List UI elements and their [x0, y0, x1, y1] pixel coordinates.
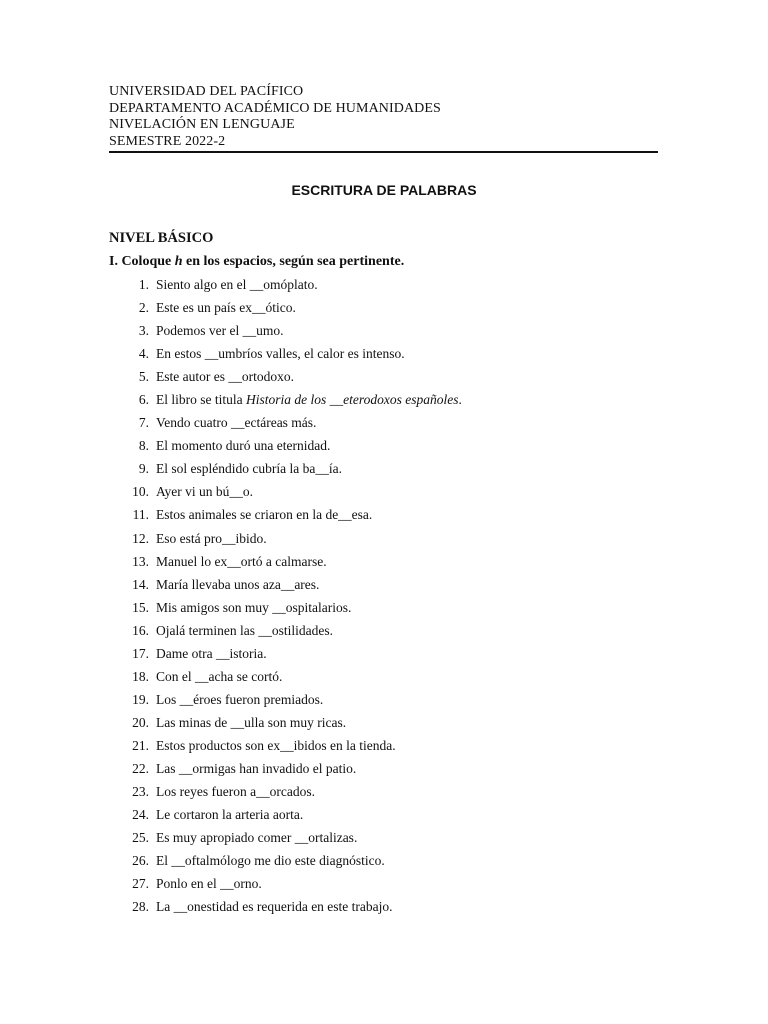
- exercise-sentence: [156, 829, 357, 852]
- exercise-sentence: [156, 645, 267, 668]
- exercise-item: [109, 483, 669, 506]
- sentence-text: Ponlo en el __orno.: [156, 876, 262, 892]
- exercise-number: 2.: [138, 300, 149, 316]
- exercise-number: 24.: [132, 807, 149, 823]
- exercise-item: [109, 322, 669, 345]
- exercise-sentence: [156, 783, 315, 806]
- exercise-item: [109, 852, 669, 875]
- exercise-sentence: [156, 368, 294, 391]
- exercise-number: 5.: [138, 369, 149, 385]
- exercise-sentence: [156, 668, 282, 691]
- exercise-item: [109, 530, 669, 553]
- exercise-number: 28.: [132, 899, 149, 915]
- exercise-item: [109, 875, 669, 898]
- exercise-number: 21.: [132, 737, 149, 753]
- sentence-text: En estos __umbríos valles, el calor es intenso.: [156, 346, 405, 362]
- sentence-text: Las minas de __ulla son muy ricas.: [156, 714, 347, 730]
- exercise-sentence: [156, 714, 346, 737]
- exercise-item: [109, 737, 669, 760]
- exercise-item: [109, 806, 669, 829]
- exercise-number: 15.: [132, 599, 149, 615]
- sentence-text: Con el __acha se cortó.: [156, 668, 283, 684]
- exercise-sentence: [156, 483, 253, 506]
- exercise-number: 22.: [132, 760, 149, 776]
- sentence-text: La __onestidad es requerida en este trabajo.: [156, 899, 393, 915]
- sentence-text: El libro se titula: [156, 392, 246, 408]
- semester: SEMESTRE 2022-2: [109, 133, 226, 149]
- exercise-sentence: [156, 806, 303, 829]
- exercise-instruction: [109, 254, 404, 270]
- exercise-number: 25.: [132, 830, 149, 846]
- exercise-number: 1.: [138, 277, 149, 292]
- exercise-number: 19.: [132, 691, 149, 707]
- exercise-item: [109, 691, 669, 714]
- exercise-sentence: [156, 506, 372, 529]
- exercise-number: 12.: [132, 530, 149, 546]
- exercise-sentence: [156, 760, 356, 783]
- exercise-item: [109, 345, 669, 368]
- sentence-text: Dame otra __istoria.: [156, 645, 267, 661]
- document-header: [109, 84, 658, 153]
- sentence-text: Mis amigos son muy __ospitalarios.: [156, 599, 352, 615]
- sentence-text: Podemos ver el __umo.: [156, 323, 284, 339]
- exercise-sentence: [156, 345, 405, 368]
- sentence-text: Los __éroes fueron premiados.: [156, 691, 324, 707]
- sentence-text: María llevaba unos aza__ares.: [156, 576, 320, 592]
- exercise-item: [109, 391, 669, 414]
- exercise-number: 8.: [138, 438, 149, 454]
- instruction-suffix: en los espacios, según sea pertinente.: [182, 254, 405, 269]
- exercise-number: 4.: [138, 346, 149, 362]
- exercise-item: [109, 553, 669, 576]
- level-heading: NIVEL BÁSICO: [109, 230, 214, 246]
- exercise-number: 18.: [132, 668, 149, 684]
- exercise-sentence: [156, 322, 284, 345]
- exercise-sentence: [156, 852, 385, 875]
- sentence-text: El __oftalmólogo me dio este diagnóstico.: [156, 853, 385, 869]
- sentence-text: Le cortaron la arteria aorta.: [156, 807, 304, 823]
- sentence-text: Ojalá terminen las __ostilidades.: [156, 622, 333, 638]
- exercise-number: 26.: [132, 853, 149, 869]
- exercise-item: [109, 760, 669, 783]
- exercise-sentence: [156, 622, 333, 645]
- exercise-sentence: [156, 276, 318, 299]
- sentence-text: El sol espléndido cubría la ba__ía.: [156, 461, 342, 477]
- exercise-sentence: [156, 875, 262, 898]
- sentence-text: Ayer vi un bú__o.: [156, 484, 253, 500]
- university-name: UNIVERSIDAD DEL PACÍFICO: [109, 84, 304, 99]
- exercise-sentence: [156, 691, 323, 714]
- exercise-sentence: [156, 576, 319, 599]
- exercise-sentence: [156, 530, 267, 553]
- sentence-text: Los reyes fueron a__orcados.: [156, 784, 315, 800]
- exercise-sentence: [156, 437, 330, 460]
- exercise-sentence: [156, 737, 396, 760]
- sentence-end: .: [458, 392, 462, 408]
- exercise-number: 17.: [132, 645, 149, 661]
- sentence-text: Estos animales se criaron en la de__esa.: [156, 507, 373, 523]
- exercise-item: [109, 898, 669, 921]
- exercise-sentence: [156, 299, 296, 322]
- book-title: Historia de los __eterodoxos españoles: [246, 392, 459, 408]
- exercise-number: 10.: [132, 484, 149, 500]
- exercise-item: [109, 506, 669, 529]
- exercise-item: [109, 599, 669, 622]
- exercise-item: [109, 622, 669, 645]
- exercise-sentence: [156, 553, 327, 576]
- course-name: NIVELACIÓN EN LENGUAJE: [109, 117, 295, 132]
- department-name: DEPARTAMENTO ACADÉMICO DE HUMANIDADES: [109, 100, 441, 116]
- sentence-text: Es muy apropiado comer __ortalizas.: [156, 830, 358, 846]
- exercise-item: [109, 783, 669, 806]
- exercise-item: [109, 299, 669, 322]
- exercise-item: [109, 460, 669, 483]
- instruction-prefix: I. Coloque: [109, 254, 175, 269]
- document-title: ESCRITURA DE PALABRAS: [291, 182, 477, 198]
- exercise-item: [109, 714, 669, 737]
- exercise-number: 6.: [138, 392, 149, 408]
- exercise-item: [109, 668, 669, 691]
- sentence-text: Las __ormigas han invadido el patio.: [156, 760, 357, 776]
- exercise-item: [109, 368, 669, 391]
- exercise-sentence: [156, 599, 351, 622]
- sentence-text: Manuel lo ex__ortó a calmarse.: [156, 553, 327, 569]
- sentence-text: Eso está pro__ibido.: [156, 530, 267, 546]
- exercise-sentence: [156, 460, 342, 483]
- sentence-text: El momento duró una eternidad.: [156, 438, 331, 454]
- sentence-text: Vendo cuatro __ectáreas más.: [156, 415, 317, 431]
- sentence-text: Este es un país ex__ótico.: [156, 300, 296, 316]
- instruction-letter: h: [174, 254, 183, 269]
- sentence-text: Este autor es __ortodoxo.: [156, 369, 294, 385]
- exercise-item: [109, 829, 669, 852]
- exercise-item: [109, 576, 669, 599]
- exercise-number: 11.: [132, 507, 149, 523]
- exercise-list: [109, 276, 669, 921]
- exercise-number: 14.: [132, 576, 149, 592]
- sentence-text: Siento algo en el __omóplato.: [156, 277, 318, 292]
- sentence-text: Estos productos son ex__ibidos en la tienda.: [156, 737, 396, 753]
- exercise-item: [109, 437, 669, 460]
- exercise-item: [109, 276, 669, 299]
- exercise-sentence: [156, 414, 316, 437]
- exercise-number: 16.: [132, 622, 149, 638]
- exercise-number: 9.: [138, 461, 149, 477]
- exercise-item: [109, 645, 669, 668]
- exercise-sentence: [156, 898, 393, 921]
- exercise-number: 23.: [132, 784, 149, 800]
- exercise-number: 3.: [138, 323, 149, 339]
- exercise-item: [109, 414, 669, 437]
- exercise-number: 20.: [132, 714, 149, 730]
- exercise-number: 7.: [138, 415, 149, 431]
- exercise-sentence: [156, 391, 462, 414]
- exercise-number: 13.: [132, 553, 149, 569]
- exercise-number: 27.: [132, 876, 149, 892]
